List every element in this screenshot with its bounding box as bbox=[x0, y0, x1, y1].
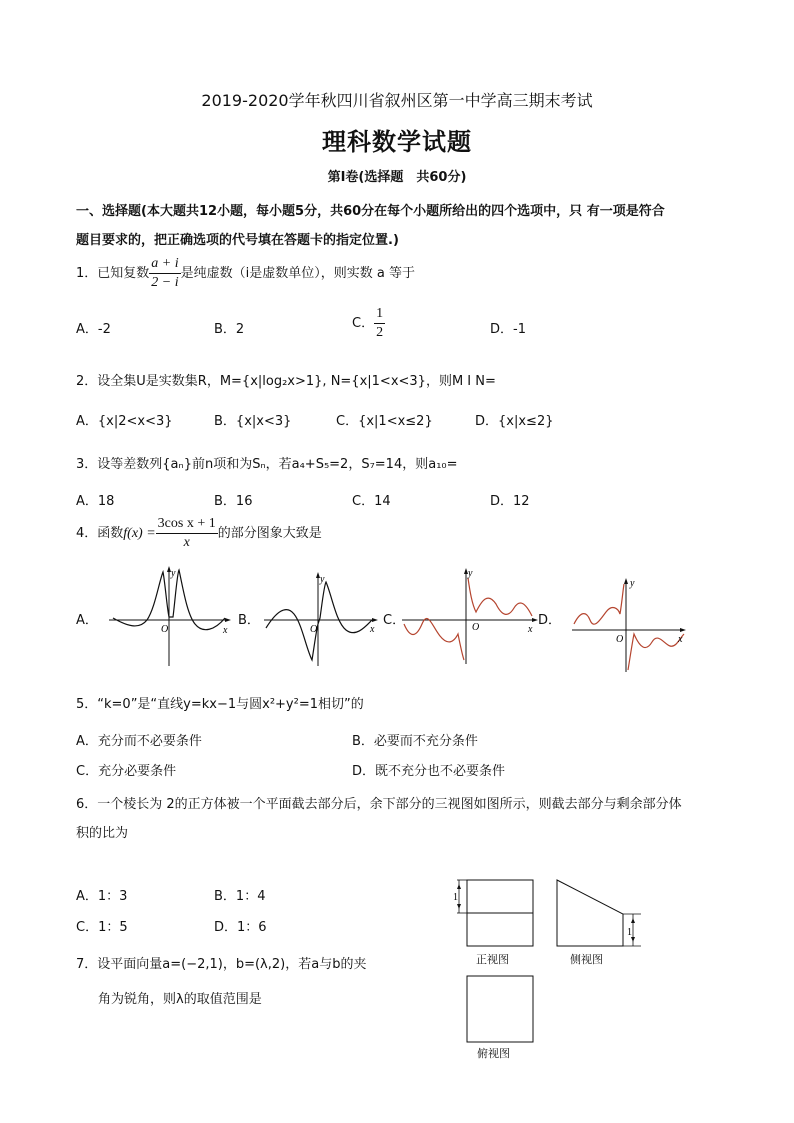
dim-label-side: 1 bbox=[627, 927, 632, 938]
question-6-line1: 6．一个棱长为 2的正方体被一个平面截去部分后，余下部分的三视图如图所示，则截去部分与剩余部分体 bbox=[76, 797, 682, 812]
q4-option-a-label: A． bbox=[76, 613, 98, 628]
front-view-caption: 正视图 bbox=[476, 953, 509, 966]
q4-graph-d bbox=[570, 574, 690, 674]
axis-y-label: y bbox=[171, 568, 176, 579]
origin-label: O bbox=[616, 634, 624, 645]
fraction-numerator: a + i bbox=[149, 255, 180, 274]
axis-x-label: x bbox=[223, 625, 228, 636]
fraction-numerator: 3cos x + 1 bbox=[156, 515, 218, 534]
axis-x-label: x bbox=[528, 624, 533, 635]
q1-option-c bbox=[352, 305, 385, 343]
q6-three-views bbox=[445, 872, 645, 1062]
q2-option-a: A．{x|2<x<3} bbox=[76, 414, 173, 429]
question-1-fraction bbox=[149, 255, 180, 292]
q6-option-a: A．1：3 bbox=[76, 889, 128, 904]
question-4-label: 4．函数 bbox=[76, 526, 124, 541]
question-5: 5．“k=0”是“直线y=kx−1与圆x²+y²=1相切”的 bbox=[76, 697, 364, 712]
question-4-rest: 的部分图象大致是 bbox=[217, 526, 322, 541]
question-1-label: 1．已知复数 bbox=[76, 266, 150, 281]
q1-option-a: A．-2 bbox=[76, 322, 111, 337]
q6-option-d: D．1：6 bbox=[214, 920, 267, 935]
q6-option-c: C．1：5 bbox=[76, 920, 128, 935]
q5-option-c: C．充分必要条件 bbox=[76, 764, 177, 779]
dim-label-front: 1 bbox=[453, 892, 458, 903]
q2-option-d: D．{x|x≤2} bbox=[475, 414, 554, 429]
question-7-line1: 7．设平面向量a=(−2,1)，b=(λ,2)，若a与b的夹 bbox=[76, 957, 367, 972]
section-instructions-line2: 题目要求的，把正确选项的代号填在答题卡的指定位置.) bbox=[76, 233, 399, 248]
axis-x-label: x bbox=[678, 634, 683, 645]
question-2: 2．设全集U是实数集R，M={x|log₂x>1}, N={x|1<x<3}，则M I N= bbox=[76, 374, 496, 389]
q1-option-b: B．2 bbox=[214, 322, 245, 337]
side-view-caption: 侧视图 bbox=[570, 953, 603, 966]
axis-y-label: y bbox=[468, 568, 473, 579]
q3-option-a: A．18 bbox=[76, 494, 115, 509]
question-4 bbox=[76, 514, 322, 554]
origin-label: O bbox=[310, 624, 318, 635]
top-view-shape bbox=[467, 976, 533, 1042]
top-view-caption: 俯视图 bbox=[477, 1047, 510, 1060]
q3-option-b: B．16 bbox=[214, 494, 253, 509]
side-view-shape bbox=[557, 880, 623, 946]
axis-y-label: y bbox=[320, 574, 325, 585]
q1-option-d: D．-1 bbox=[490, 322, 526, 337]
q4-graph-b bbox=[262, 568, 382, 668]
axis-x-label: x bbox=[370, 624, 375, 635]
q4-graph-a bbox=[105, 562, 235, 670]
fraction-denominator: 2 − i bbox=[151, 275, 179, 290]
section-instructions-line1: 一、选择题(本大题共12小题，每小题5分，共60分在每个小题所给出的四个选项中，只 有一项是符合 bbox=[76, 204, 665, 219]
q2-option-c: C．{x|1<x≤2} bbox=[336, 414, 433, 429]
q4-option-c-label: C． bbox=[383, 613, 406, 628]
origin-label: O bbox=[161, 624, 169, 635]
q5-option-d: D．既不充分也不必要条件 bbox=[352, 764, 506, 779]
question-1-rest: 是纯虚数（i是虚数单位），则实数 a 等于 bbox=[180, 266, 415, 281]
fraction-numerator: 1 bbox=[374, 305, 385, 324]
q1-option-c-fraction bbox=[374, 305, 385, 342]
page-title: 理科数学试题 bbox=[322, 127, 472, 156]
q5-option-a: A．充分而不必要条件 bbox=[76, 734, 202, 749]
section-subtitle: 第Ⅰ卷(选择题 共60分) bbox=[327, 170, 467, 185]
function-name: f(x) = bbox=[123, 526, 156, 541]
exam-header: 2019-2020学年秋四川省叙州区第一中学高三期末考试 bbox=[201, 91, 593, 110]
fraction-denominator: x bbox=[183, 535, 190, 550]
q4-option-b-label: B． bbox=[238, 613, 260, 628]
q4-graph-c bbox=[400, 564, 540, 668]
question-3: 3．设等差数列{aₙ}前n项和为Sₙ，若a₄+S₅=2，S₇=14，则a₁₀= bbox=[76, 457, 458, 472]
q3-option-c: C．14 bbox=[352, 494, 391, 509]
q4-option-d-label: D． bbox=[538, 613, 562, 628]
question-1 bbox=[76, 255, 415, 293]
question-4-fraction bbox=[156, 515, 218, 552]
origin-label: O bbox=[472, 622, 480, 633]
q5-option-b: B．必要而不充分条件 bbox=[352, 734, 478, 749]
axis-y-label: y bbox=[630, 578, 635, 589]
q3-option-d: D．12 bbox=[490, 494, 530, 509]
question-6-line2: 积的比为 bbox=[76, 826, 129, 841]
q2-option-b: B．{x|x<3} bbox=[214, 414, 292, 429]
fraction-denominator: 2 bbox=[376, 325, 384, 340]
q6-option-b: B．1：4 bbox=[214, 889, 266, 904]
question-7-line2: 角为锐角，则λ的取值范围是 bbox=[98, 992, 262, 1007]
q1-option-c-label: C． bbox=[352, 316, 375, 331]
